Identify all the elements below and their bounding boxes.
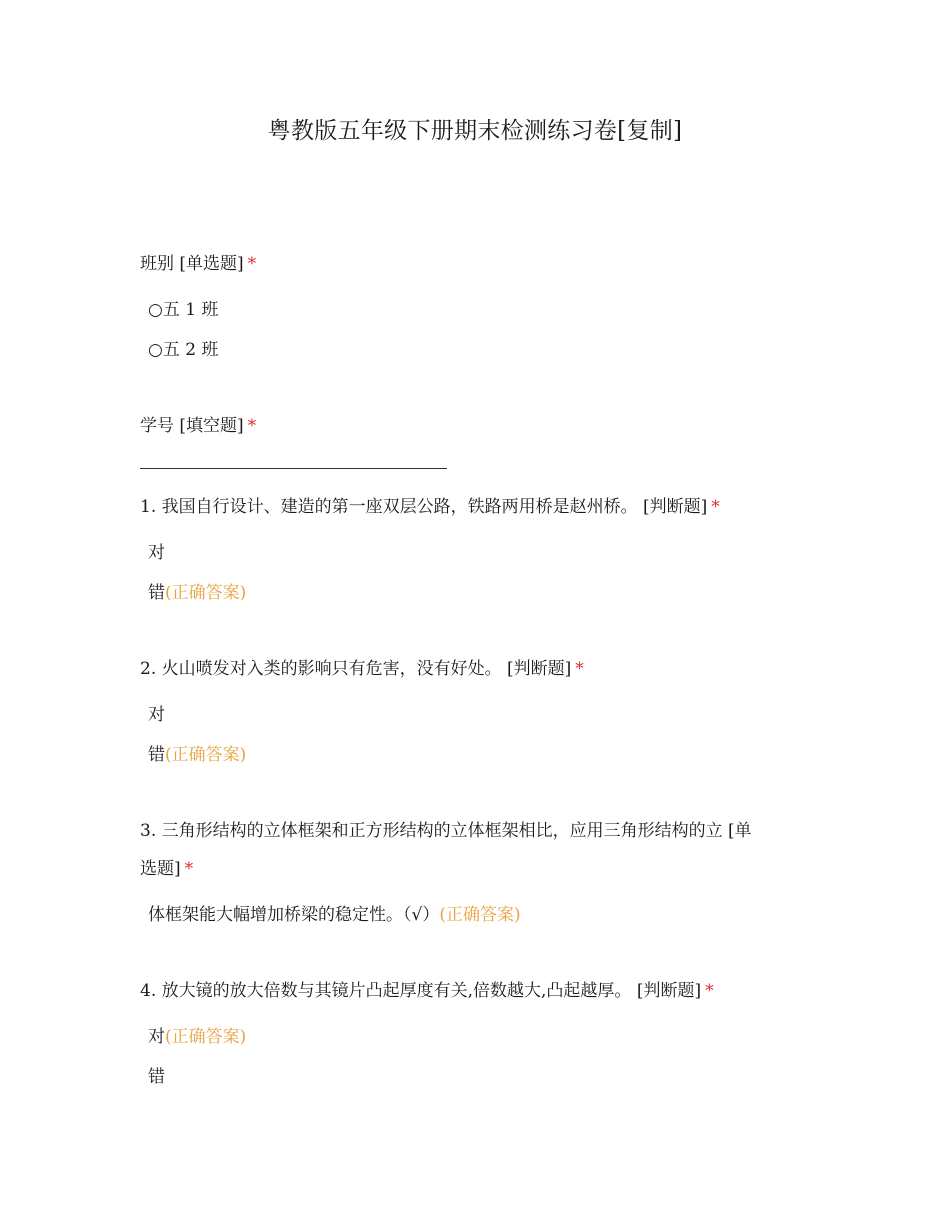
question-text: 班别 [140,254,174,274]
q1-option-true[interactable]: 对 [148,543,165,563]
question-3 [140,812,810,888]
question-student-id [140,408,810,444]
option-class-2[interactable]: ○五 2 班 [148,340,219,360]
option-label: 错 [148,583,165,603]
q2-option-false[interactable] [148,743,246,767]
question-text: 1. 我国自行设计、建造的第一座双层公路，铁路两用桥是赵州桥。 [140,497,638,517]
question-text: 4. 放大镜的放大倍数与其镜片凸起厚度有关,倍数越大,凸起越厚。 [140,981,632,1001]
q4-option-false[interactable]: 错 [148,1067,165,1087]
question-text: 2. 火山喷发对入类的影响只有危害，没有好处。 [140,659,502,679]
q4-option-true[interactable] [148,1025,246,1049]
correct-answer-tag: (正确答案) [165,583,247,603]
question-text: 3. 三角形结构的立体框架和正方形结构的立体框架相比，应用三角形结构的立 [140,821,723,841]
question-text: 学号 [140,416,174,436]
option-class-1[interactable]: ○五 1 班 [148,300,219,320]
question-2 [140,651,810,687]
question-type-part1: [单 [728,821,752,841]
question-type: [填空题] [179,416,244,436]
required-mark: * [575,659,584,679]
q1-option-false[interactable] [148,581,246,605]
correct-answer-tag: (正确答案) [165,745,247,765]
correct-answer-tag: (正确答案) [439,905,521,925]
question-1 [140,489,810,525]
option-label: 错 [148,745,165,765]
required-mark: * [247,416,257,436]
option-label: 对 [148,1027,165,1047]
option-label: 体框架能大幅增加桥梁的稳定性。（√） [148,905,440,925]
correct-answer-tag: (正确答案) [165,1027,247,1047]
question-class [140,246,810,282]
q2-option-true[interactable]: 对 [148,705,165,725]
page-title: 粤教版五年级下册期末检测练习卷[复制] [267,118,683,144]
question-type: [单选题] [179,254,244,274]
question-type: [判断题] [643,497,708,517]
question-type-part2: 选题] [140,859,181,879]
question-type: [判断题] [636,981,702,1001]
q3-option-1[interactable] [148,903,521,927]
required-mark: * [247,254,257,274]
required-mark: * [711,497,720,517]
student-id-blank[interactable] [140,468,447,469]
required-mark: * [705,981,714,1001]
question-type: [判断题] [507,659,572,679]
required-mark: * [184,859,194,879]
question-4 [140,973,810,1009]
